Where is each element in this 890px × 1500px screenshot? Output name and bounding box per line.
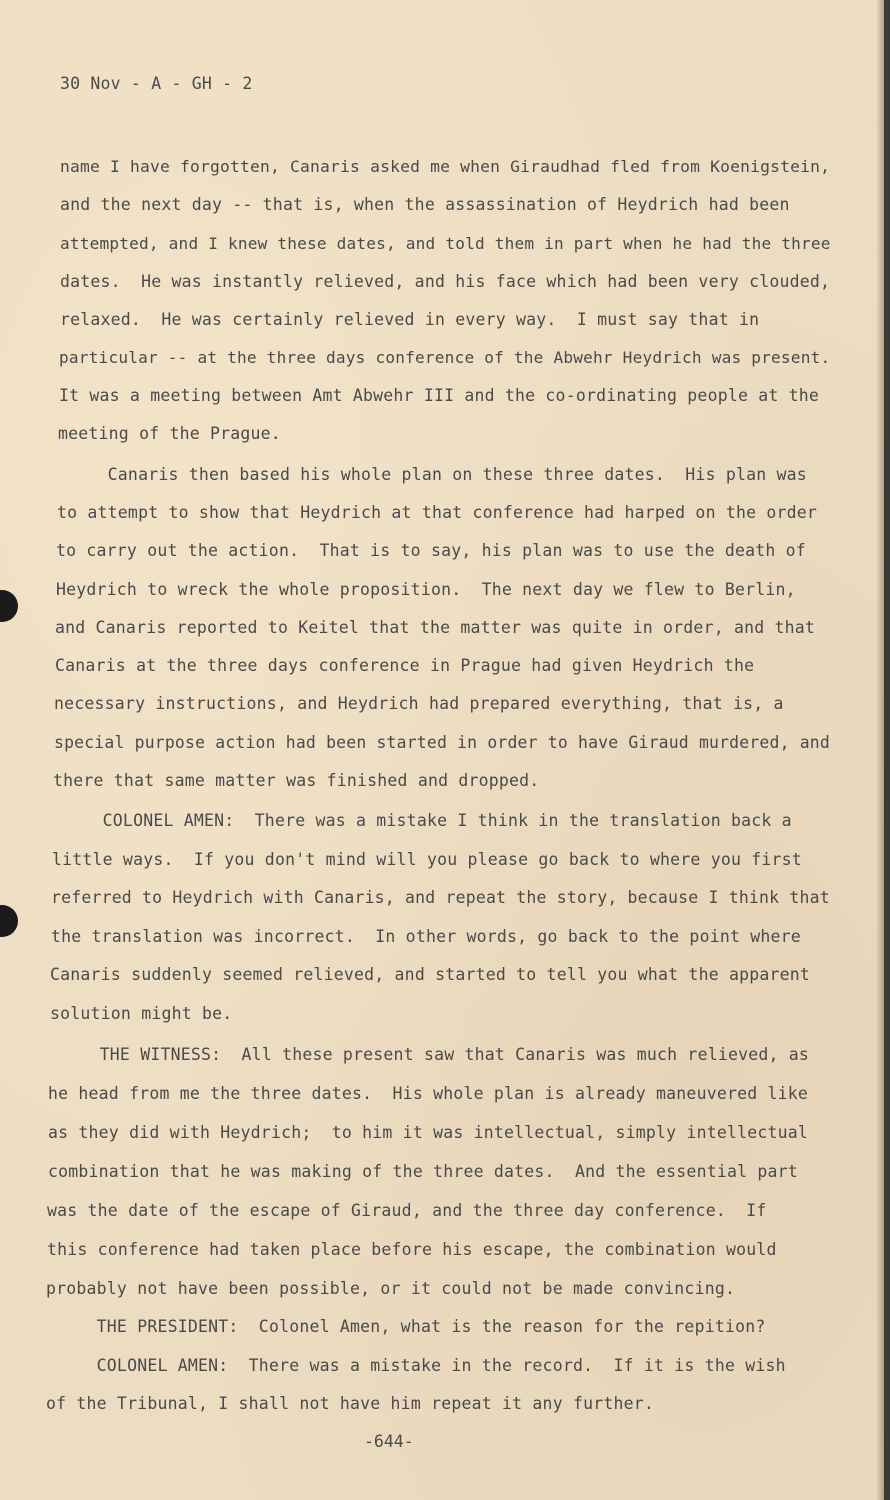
text-line: and the next day -- that is, when the assassination of Heydrich had been (60, 195, 790, 214)
text-line: Canaris then based his whole plan on these three dates. His plan was (57, 465, 807, 484)
text-line: special purpose action had been started in order to have Giraud murdered, and (54, 733, 830, 752)
text-line: relaxed. He was certainly relieved in every way. I must say that in (60, 310, 760, 329)
text-line: necessary instructions, and Heydrich had prepared everything, that is, a (54, 694, 784, 713)
punch-hole-bottom (0, 905, 18, 937)
text-line: of the Tribunal, I shall not have him repeat it any further. (46, 1394, 655, 1413)
page-edge-shadow (876, 0, 884, 1500)
text-line: THE PRESIDENT: Colonel Amen, what is the reason for the repition? (46, 1317, 766, 1336)
text-line: COLONEL AMEN: There was a mistake in the record. If it is the wish (46, 1356, 786, 1375)
text-line: as they did with Heydrich; to him it was intellectual, simply intellectual (48, 1123, 809, 1142)
text-line: to carry out the action. That is to say, his plan was to use the death of (56, 541, 806, 560)
text-line: and Canaris reported to Keitel that the matter was quite in order, and that (55, 618, 816, 637)
page-header: 30 Nov - A - GH - 2 (60, 74, 253, 93)
text-line: referred to Heydrich with Canaris, and repeat the story, because I think that (51, 888, 830, 907)
text-line: meeting of the Prague. (58, 424, 281, 443)
text-line: Heydrich to wreck the whole proposition. The next day we flew to Berlin, (56, 580, 796, 599)
page-number: -644- (364, 1432, 414, 1451)
text-line: COLONEL AMEN: There was a mistake I think in the translation back a (52, 811, 792, 830)
text-line: It was a meeting between Amt Abwehr III and the co-ordinating people at the (59, 386, 820, 405)
text-line: combination that he was making of the three dates. And the essential part (48, 1162, 798, 1181)
text-line: there that same matter was finished and dropped. (53, 771, 540, 790)
text-line: dates. He was instantly relieved, and his face which had been very clouded, (60, 272, 831, 291)
text-line: the translation was incorrect. In other words, go back to the point where (51, 927, 801, 946)
text-line: solution might be. (50, 1004, 233, 1023)
text-line: particular -- at the three days conference of the Abwehr Heydrich was present. (59, 348, 831, 367)
text-line: THE WITNESS: All these present saw that Canaris was much relieved, as (49, 1045, 810, 1064)
text-line: to attempt to show that Heydrich at that conference had harped on the order (57, 503, 818, 522)
text-line: Canaris at the three days conference in Prague had given Heydrich the (55, 656, 755, 675)
text-line: this conference had taken place before his escape, the combination would (47, 1240, 777, 1259)
text-line: he head from me the three dates. His whole plan is already maneuvered like (48, 1084, 809, 1103)
text-line: probably not have been possible, or it could not be made convincing. (46, 1279, 736, 1298)
text-line: attempted, and I knew these dates, and told them in part when he had the three (60, 234, 831, 253)
text-line: was the date of the escape of Giraud, and the three day conference. If (47, 1201, 767, 1220)
punch-hole-top (0, 590, 18, 622)
text-line: little ways. If you don't mind will you please go back to where you first (52, 850, 802, 869)
text-line: name I have forgotten, Canaris asked me when Giraudhad fled from Koenigstein, (60, 157, 831, 176)
text-line: Canaris suddenly seemed relieved, and started to tell you what the apparent (50, 965, 811, 984)
